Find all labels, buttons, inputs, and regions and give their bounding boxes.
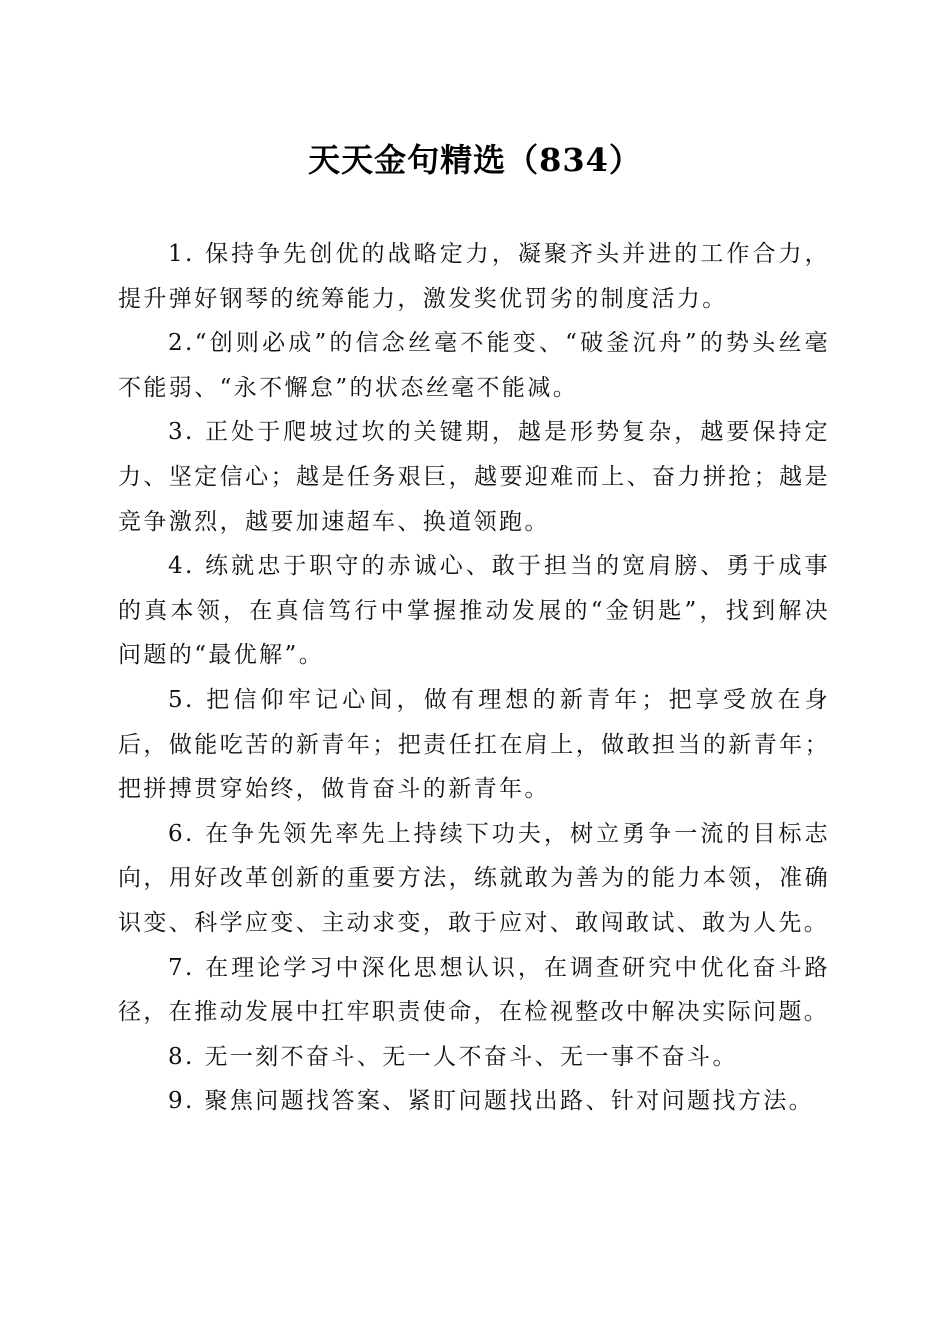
quote-paragraph-4: 4. 练就忠于职守的赤诚心、敢于担当的宽肩膀、勇于成事的真本领，在真信笃行中掌握推动发展的“金钥匙”，找到解决问题的“最优解”。 <box>118 553 830 669</box>
quote-paragraph-1: 1. 保持争先创优的战略定力，凝聚齐头并进的工作合力，提升弹好钢琴的统筹能力，激发奖优罚劣的制度活力。 <box>118 241 830 312</box>
document-body <box>118 232 830 1124</box>
quote-paragraph-6: 6. 在争先领先率先上持续下功夫，树立勇争一流的目标志向，用好改革创新的重要方法，练就敢为善为的能力本领，准确识变、科学应变、主动求变，敢于应对、敢闯敢试、敢为人先。 <box>118 820 830 936</box>
quote-paragraph-9: 9. 聚焦问题找答案、紧盯问题找出路、针对问题找方法。 <box>168 1088 815 1115</box>
quote-paragraph-2: 2.“创则必成”的信念丝毫不能变、“破釜沉舟”的势头丝毫不能弱、“永不懈怠”的状态丝毫不能减。 <box>118 330 830 401</box>
document-title: 天天金句精选（834） <box>308 141 642 179</box>
quote-paragraph-3: 3. 正处于爬坡过坎的关键期，越是形势复杂，越要保持定力、坚定信心；越是任务艰巨，越要迎难而上、奋力拼抢；越是竞争激烈，越要加速超车、换道领跑。 <box>118 419 830 535</box>
quote-paragraph-8: 8. 无一刻不奋斗、无一人不奋斗、无一事不奋斗。 <box>168 1043 738 1070</box>
quote-paragraph-7: 7. 在理论学习中深化思想认识，在调查研究中优化奋斗路径，在推动发展中扛牢职责使命，在检视整改中解决实际问题。 <box>118 954 830 1026</box>
quote-paragraph-5: 5. 把信仰牢记心间，做有理想的新青年；把享受放在身后，做能吃苦的新青年；把责任扛在肩上，做敢担当的新青年；把拼搏贯穿始终，做肯奋斗的新青年。 <box>118 686 830 803</box>
